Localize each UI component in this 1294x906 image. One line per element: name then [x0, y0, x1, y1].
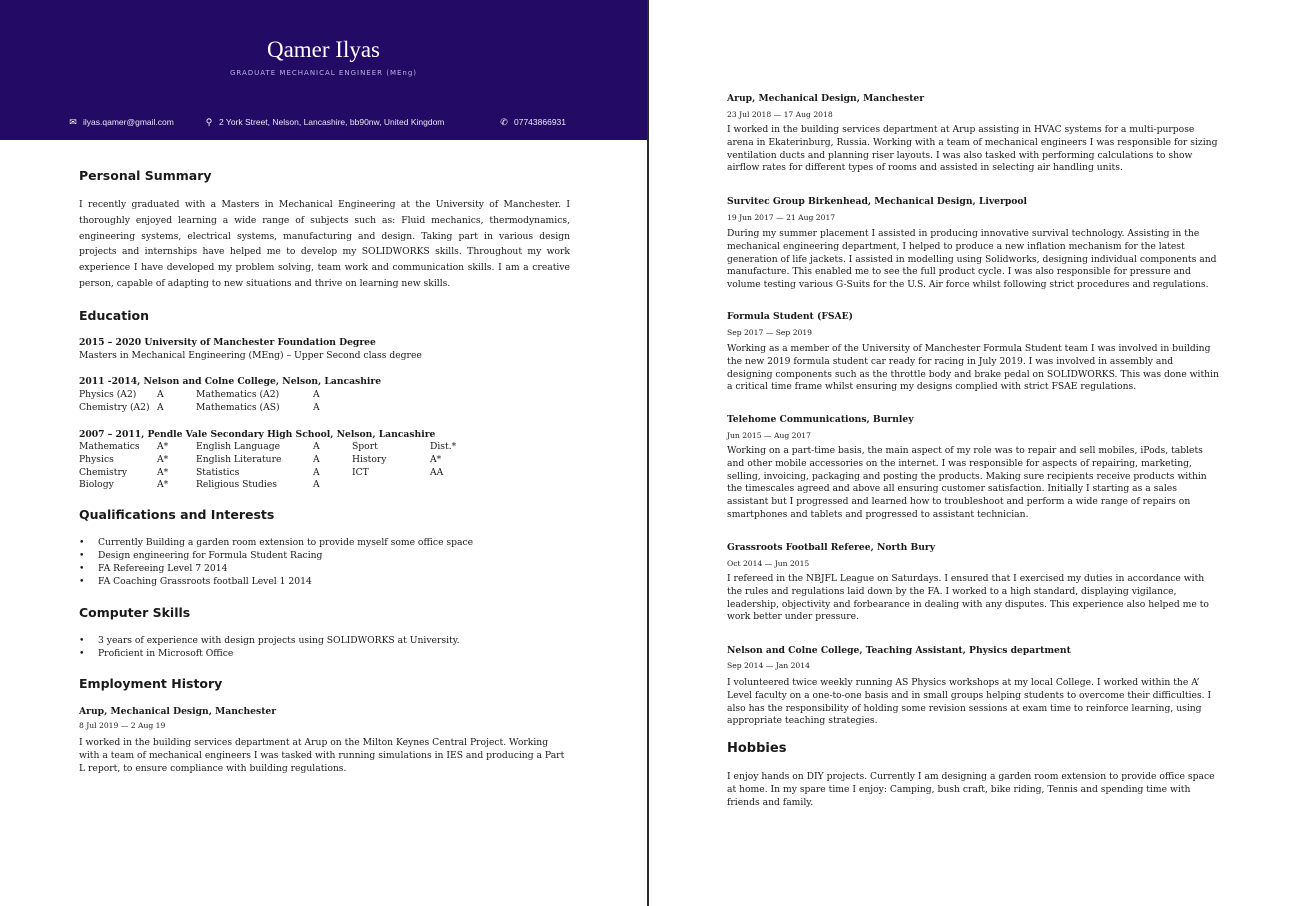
job-description: I worked in the building services department at Arup on the Milton Keynes Central Project. Working with a team of mechanical engineers I was tasked with running simulations in IES and producing a Part L report, to ensure compliance with building regulations.	[79, 737, 565, 774]
job-description: Working on a part-time basis, the main aspect of my role was to repair and sell mobiles, iPods, tablets and other mobile accessories on the internet. I was responsible for aspects of repairing, marketing, selling, invoicing, packaging and posting the products. Making sure recipients receive products within the timescales agreed and above all ensuring customer satisfaction. Initially I starting as a sales assistant but I progressed and learned how to troubleshoot and perform a wide range of repairs on smartphones and tablets and progressed to assistant technician.	[727, 445, 1207, 520]
grade-value: A	[157, 402, 164, 413]
grade-value: A	[313, 441, 320, 452]
address-text: 2 York Street, Nelson, Lancashire, bb90nw, United Kingdom	[219, 117, 445, 127]
grade-subject: Physics	[79, 454, 114, 465]
grade-value: A	[313, 389, 320, 400]
header-banner	[0, 0, 647, 140]
job-title: Nelson and Colne College, Teaching Assistant, Physics department	[727, 645, 1071, 656]
section-title-hobbies: Hobbies	[727, 741, 787, 756]
location-pin-icon: ⚲	[205, 117, 213, 127]
grade-value: A*	[157, 479, 169, 490]
section-title-employment-history: Employment History	[79, 676, 223, 691]
job-title: Arup, Mechanical Design, Manchester	[727, 93, 925, 104]
job-date: Sep 2017 — Sep 2019	[727, 328, 813, 337]
grade-subject: Statistics	[196, 467, 240, 478]
grade-value: A*	[157, 467, 169, 478]
hobbies-text: I enjoy hands on DIY projects. Currently I am designing a garden room extension to provide office space at home. In my spare time I enjoy: Camping, bush craft, bike riding, Tennis and spending time with friends and family.	[727, 771, 1215, 808]
grade-subject: Sport	[352, 441, 378, 452]
grade-value: A	[313, 479, 320, 490]
list-item: • Proficient in Microsoft Office	[79, 648, 234, 659]
phone-icon: ✆	[500, 117, 508, 127]
job-date: Oct 2014 — Jun 2015	[727, 559, 810, 568]
grade-value: A	[313, 454, 320, 465]
grade-value: A	[313, 467, 320, 478]
grade-value: A	[313, 402, 320, 413]
list-item: • Design engineering for Formula Student Racing	[79, 550, 323, 561]
job-title: Grassroots Football Referee, North Bury	[727, 542, 936, 553]
job-date: Jun 2015 — Aug 2017	[727, 431, 811, 440]
list-item: • 3 years of experience with design projects using SOLIDWORKS at University.	[79, 635, 460, 646]
grade-value: A*	[157, 454, 169, 465]
job-date: 23 Jul 2018 — 17 Aug 2018	[727, 110, 833, 119]
grade-subject: Mathematics	[79, 441, 140, 452]
grade-subject: Mathematics (AS)	[196, 402, 280, 413]
candidate-name: Qamer Ilyas	[266, 37, 381, 62]
job-description: I volunteered twice weekly running AS Physics workshops at my local College. I worked within the A’ Level faculty on a one-to-one basis and in small groups helping students to overcome their difficulties. I also has the responsibility of holding some revision sessions at exam time to reinforce learning, using appropriate teaching strategies.	[727, 677, 1212, 727]
education-school-heading: 2007 – 2011, Pendle Vale Secondary High School, Nelson, Lancashire	[79, 429, 436, 440]
grade-subject: Physics (A2)	[79, 389, 137, 400]
grade-subject: Mathematics (A2)	[196, 389, 280, 400]
grade-value: A*	[430, 454, 442, 465]
education-college-heading: 2011 -2014, Nelson and Colne College, Nelson, Lancashire	[79, 376, 382, 387]
email-text: ilyas.qamer@gmail.com	[83, 117, 174, 127]
grade-value: A	[157, 389, 164, 400]
grade-value: A*	[157, 441, 169, 452]
job-description: I worked in the building services department at Arup assisting in HVAC systems for a multi-purpose arena in Ekaterinburg, Russia. Working with a team of mechanical engineers I was responsible for sizing ventilation ducts and planning riser layouts. I was also tasked with performing calculations to show airflow rates for different types of rooms and assisted in selecting air handling units.	[727, 124, 1218, 174]
grade-subject: Chemistry	[79, 467, 128, 478]
grade-subject: English Literature	[196, 454, 282, 465]
section-title-education: Education	[79, 308, 149, 323]
grade-subject: English Language	[196, 441, 281, 452]
job-title: Arup, Mechanical Design, Manchester	[79, 706, 277, 717]
education-uni-degree: Masters in Mechanical Engineering (MEng) – Upper Second class degree	[79, 350, 422, 361]
list-item: • FA Coaching Grassroots football Level 1 2014	[79, 576, 312, 587]
resume-page-2	[649, 0, 1294, 906]
education-uni-heading: 2015 – 2020 University of Manchester Foundation Degree	[79, 337, 376, 348]
grade-subject: History	[352, 454, 387, 465]
job-description: During my summer placement I assisted in producing innovative survival technology. Assisting in the mechanical engineering department, I helped to produce a new inflation mechanism for the latest generation of life jackets. I assisted in modelling using Solidworks, designing individual components and manufacture. This enabled me to see the full product cycle. I was also responsible for pressure and volume testing various G-Suits for the U.S. Air force whilst following strict procedures and regulations.	[727, 228, 1217, 291]
personal-summary-text: I recently graduated with a Masters in Mechanical Engineering at the University of Manchester. I thoroughly enjoyed learning a wide range of subjects such as: Fluid mechanics, thermodynamics, engineering systems, electrical systems, manufacturing and design. Taking part in various design projects and internships have helped me to develop my SOLIDWORKS skills. Throughout my work experience I have developed my problem solving, team work and communication skills. I am a creative person, capable of adapting to new situations and thrive on learning new skills.	[79, 199, 570, 289]
contact-phone[interactable]	[499, 117, 566, 128]
job-title: Formula Student (FSAE)	[727, 311, 853, 322]
grade-subject: Religious Studies	[196, 479, 278, 490]
grade-value: Dist.*	[430, 441, 457, 452]
section-title-qualifications: Qualifications and Interests	[79, 507, 275, 522]
list-item: • FA Refereeing Level 7 2014	[79, 563, 228, 574]
job-description: Working as a member of the University of Manchester Formula Student team I was involved in building the new 2019 formula student car ready for racing in July 2019. I was involved in assembly and designing components such as the throttle body and brake pedal on SOLIDWORKS. This was done within a critical time frame whilst ensuring my designs complied with strict FSAE regulations.	[727, 343, 1219, 393]
job-subtitle: GRADUATE MECHANICAL ENGINEER (MEng)	[229, 69, 418, 77]
grade-subject: Biology	[79, 479, 114, 490]
job-date: Sep 2014 — Jan 2014	[727, 661, 810, 670]
job-date: 8 Jul 2019 — 2 Aug 19	[79, 721, 166, 730]
envelope-icon: ✉	[69, 117, 77, 127]
job-title: Telehome Communications, Burnley	[727, 414, 914, 425]
grade-subject: ICT	[352, 467, 369, 478]
phone-text: 07743866931	[514, 117, 567, 127]
job-date: 19 Jun 2017 — 21 Aug 2017	[727, 213, 836, 222]
contact-address	[204, 117, 444, 128]
section-title-computer-skills: Computer Skills	[79, 605, 191, 620]
list-item: • Currently Building a garden room extension to provide myself some office space	[79, 537, 474, 548]
section-title-personal-summary: Personal Summary	[79, 168, 212, 183]
grade-subject: Chemistry (A2)	[79, 402, 150, 413]
job-title: Survitec Group Birkenhead, Mechanical Design, Liverpool	[727, 196, 1028, 207]
job-description: I refereed in the NBJFL League on Saturdays. I ensured that I exercised my duties in accordance with the rules and regulations laid down by the FA. I worked to a high standard, displaying vigilance, leadership, objectivity and forbearance in dealing with any disputes. This experience also helped me to work better under pressure.	[727, 573, 1209, 623]
grade-value: AA	[430, 467, 444, 478]
contact-email[interactable]	[68, 117, 174, 128]
